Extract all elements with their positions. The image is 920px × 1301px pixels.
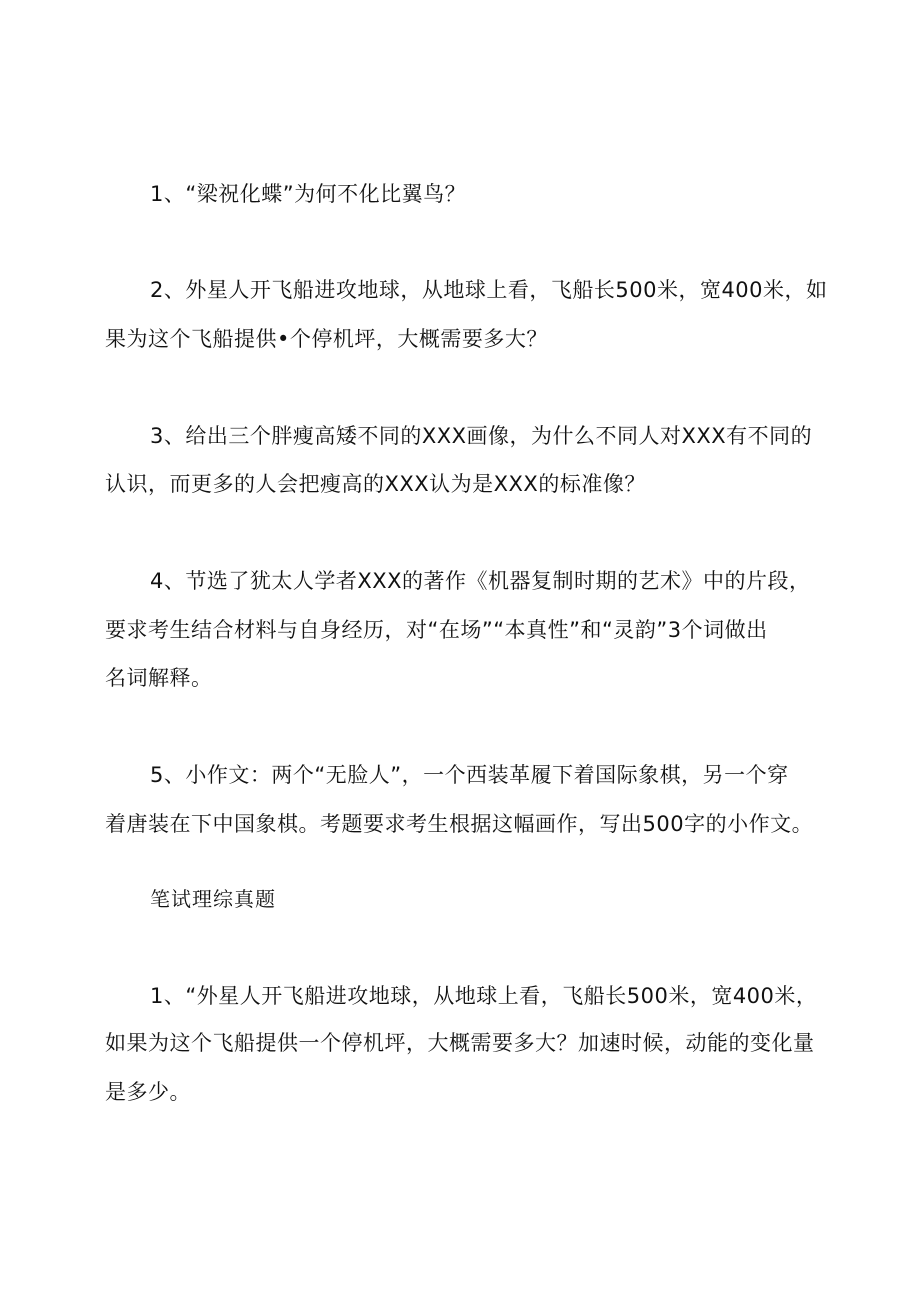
- question-1-line-1: 1、“梁祝化蝶”为何不化比翼鸟？: [150, 182, 467, 206]
- question-3-line-1: 3、给出三个胖瘦高矮不同的XXX画像，为什么不同人对XXX有不同的: [150, 424, 813, 448]
- question-2-line-1: 2、外星人开飞船进攻地球，从地球上看，飞船长500米，宽400米，如: [150, 278, 828, 302]
- question-4-line-1: 4、节选了犹太人学者XXX的著作《机器复制时期的艺术》中的片段，: [150, 569, 811, 593]
- written-question-1-line-3: 是多少。: [105, 1080, 191, 1104]
- written-question-1-line-1: 1、“外星人开飞船进攻地球，从地球上看，飞船长500米，宽400米，: [150, 984, 818, 1008]
- question-2-line-2: 果为这个飞船提供•个停机坪，大概需要多大？: [105, 327, 548, 351]
- question-4-line-2: 要求考生结合材料与自身经历，对“在场”“本真性”和“灵韵”3个词做出: [105, 618, 768, 642]
- written-question-1-line-2: 如果为这个飞船提供一个停机坪，大概需要多大？加速时候，动能的变化量: [105, 1031, 815, 1055]
- question-5-line-1: 5、小作文：两个“无脸人”，一个西装革履下着国际象棋，另一个穿: [150, 763, 789, 787]
- question-5-line-2: 着唐装在下中国象棋。考题要求考生根据这幅画作，写出500字的小作文。: [105, 812, 814, 836]
- question-4-line-3: 名词解释。: [105, 666, 213, 690]
- section-heading: 笔试理综真题: [150, 887, 276, 911]
- question-3-line-2: 认识，而更多的人会把瘦高的XXX认为是XXX的标准像？: [105, 472, 646, 496]
